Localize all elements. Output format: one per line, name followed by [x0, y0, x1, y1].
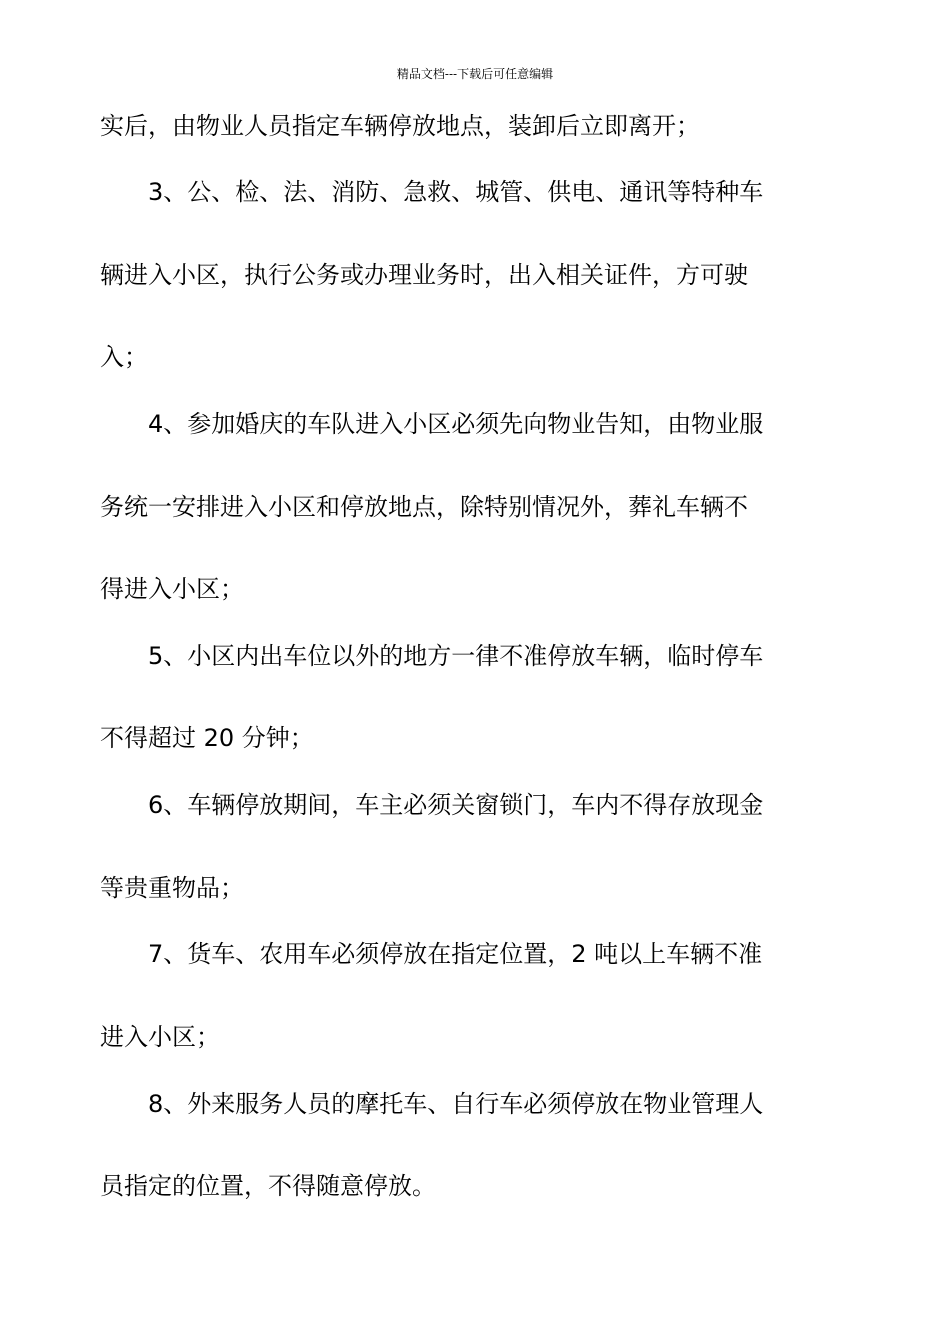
- text-line: 进入小区；: [100, 1023, 220, 1051]
- text-line: 得进入小区；: [100, 575, 244, 603]
- text-line: 5、小区内出车位以外的地方一律不准停放车辆，临时停车: [148, 642, 764, 670]
- text-line: 辆进入小区，执行公务或办理业务时，出入相关证件，方可驶: [100, 261, 748, 289]
- text-line: 入；: [100, 343, 148, 371]
- text-line: 务统一安排进入小区和停放地点，除特别情况外，葬礼车辆不: [100, 493, 748, 521]
- text-line: 实后，由物业人员指定车辆停放地点，装卸后立即离开；: [100, 112, 700, 140]
- text-line: 8、外来服务人员的摩托车、自行车必须停放在物业管理人: [148, 1090, 764, 1118]
- text-line: 员指定的位置，不得随意停放。: [100, 1172, 436, 1200]
- text-line: 7、货车、农用车必须停放在指定位置，2 吨以上车辆不准: [148, 940, 763, 968]
- text-line: 4、参加婚庆的车队进入小区必须先向物业告知，由物业服: [148, 410, 764, 438]
- text-line: 不得超过 20 分钟；: [100, 724, 314, 752]
- page-header: 精品文档---下载后可任意编辑: [396, 67, 554, 81]
- text-line: 6、车辆停放期间，车主必须关窗锁门，车内不得存放现金: [148, 791, 764, 819]
- text-line: 等贵重物品；: [100, 874, 244, 902]
- text-line: 3、公、检、法、消防、急救、城管、供电、通讯等特种车: [148, 178, 764, 206]
